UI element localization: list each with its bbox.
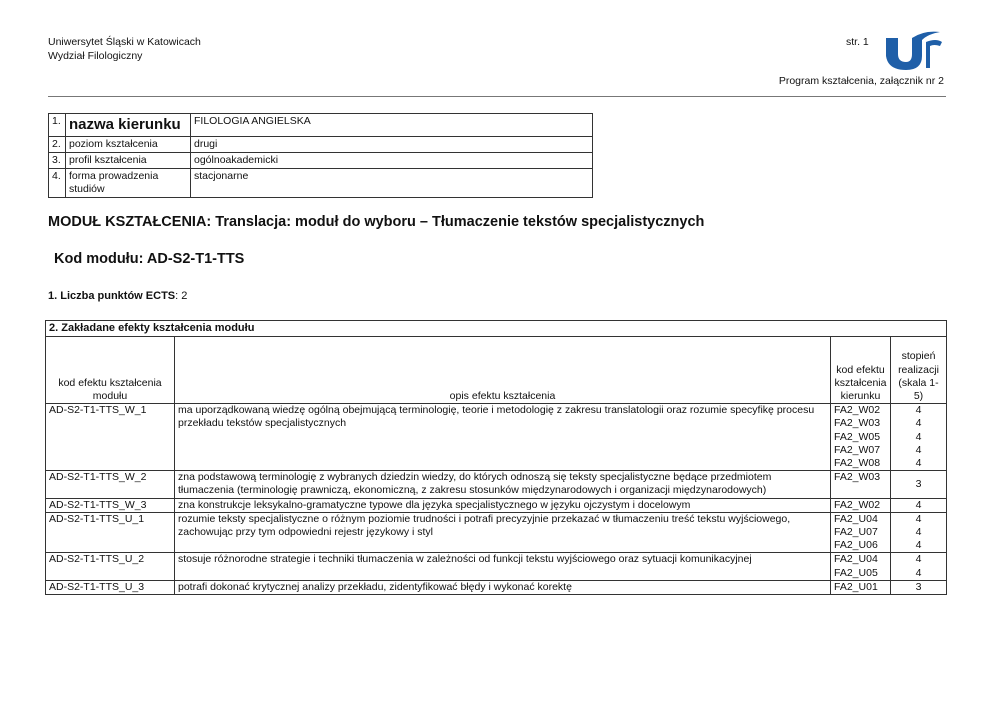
level-value: 4 [915, 566, 922, 579]
level-value: 4 [915, 512, 922, 525]
header-left [48, 35, 201, 63]
field-effect: FA2_W07 [834, 443, 881, 456]
ects-label: 1. Liczba punktów ECTS [48, 290, 176, 302]
level-value: 4 [915, 417, 922, 430]
table-row [46, 553, 947, 580]
levels [891, 553, 947, 580]
header-rule [48, 96, 946, 97]
outcome-code: AD-S2-T1-TTS_U_1 [46, 512, 175, 553]
outcome-description: zna konstrukcje leksykalno-gramatyczne typowe dla języka specjalistycznego w języku ojczystym i docelowym [175, 498, 831, 512]
field-effect: FA2_U01 [831, 580, 891, 594]
info-row [49, 153, 593, 169]
table-row [46, 498, 947, 512]
levels [891, 404, 947, 471]
column-header-row [46, 337, 947, 404]
row-number: 1. [49, 114, 66, 137]
row-value: ogólnoakademicki [191, 153, 593, 169]
level-value: 4 [915, 430, 922, 443]
row-label: nazwa kierunku [66, 114, 191, 137]
field-effect: FA2_U06 [834, 539, 878, 552]
row-value: FILOLOGIA ANGIELSKA [191, 114, 593, 137]
level-value: 4 [915, 525, 922, 538]
outcome-description: zna podstawową terminologię z wybranych dziedzin wiedzy, do których odnoszą się teksty specjalistyczne będące przedmiotem tłumaczenia (terminologię prawniczą, ekonomiczną, z zakresu stosunków międzynarodowych i organizacji międzynarodowych) [175, 471, 831, 498]
field-effect: FA2_W05 [834, 430, 881, 443]
section-header-row [46, 321, 947, 337]
info-row [49, 169, 593, 198]
outcome-code: AD-S2-T1-TTS_W_2 [46, 471, 175, 498]
field-effect: FA2_W02 [834, 404, 881, 417]
field-effect: FA2_W02 [831, 498, 891, 512]
row-label: forma prowadzenia studiów [66, 169, 191, 198]
field-effects [831, 512, 891, 553]
level-value: 4 [915, 443, 922, 456]
level-value: 3 [891, 580, 947, 594]
header-module-code: kod efektu kształcenia modułu [46, 337, 175, 404]
field-effect: FA2_W03 [834, 417, 881, 430]
row-value: drugi [191, 137, 593, 153]
row-number: 2. [49, 137, 66, 153]
outcome-description: stosuje różnorodne strategie i techniki tłumaczenia w zależności od funkcji tekstu wyjściowego oraz sytuacji komunikacyjnej [175, 553, 831, 580]
table-row [46, 512, 947, 553]
level-value: 4 [915, 553, 922, 566]
header-level: stopień realizacji (skala 1-5) [891, 337, 947, 404]
table-row [46, 404, 947, 471]
info-row [49, 114, 593, 137]
learning-outcomes-table [45, 320, 947, 595]
outcome-description: rozumie teksty specjalistyczne o różnym poziomie trudności i potrafi precyzyjnie przekazać w tłumaczeniu treść tekstu wyjściowego, zachowując przy tym odpowiedni rejestr językowy i styl [175, 512, 831, 553]
field-effect: FA2_W08 [834, 456, 881, 469]
field-effect: FA2_W03 [831, 471, 891, 498]
field-effect: FA2_U04 [834, 553, 878, 566]
header-description: opis efektu kształcenia [175, 337, 831, 404]
level-value: 3 [891, 471, 947, 498]
appendix-label: Program kształcenia, załącznik nr 2 [778, 75, 944, 87]
field-effect: FA2_U05 [834, 566, 878, 579]
row-value: stacjonarne [191, 169, 593, 198]
info-row [49, 137, 593, 153]
table-row [46, 471, 947, 498]
row-label: poziom kształcenia [66, 137, 191, 153]
outcome-description: potrafi dokonać krytycznej analizy przekładu, zidentyfikować błędy i wykonać korektę [175, 580, 831, 594]
outcome-code: AD-S2-T1-TTS_U_2 [46, 553, 175, 580]
section-title: 2. Zakładane efekty kształcenia modułu [46, 321, 947, 337]
level-value: 4 [915, 456, 922, 469]
level-value: 4 [891, 498, 947, 512]
row-label: profil kształcenia [66, 153, 191, 169]
module-code: Kod modułu: AD-S2-T1-TTS [54, 251, 245, 267]
outcome-code: AD-S2-T1-TTS_W_1 [46, 404, 175, 471]
field-effect: FA2_U04 [834, 512, 878, 525]
outcome-code: AD-S2-T1-TTS_W_3 [46, 498, 175, 512]
page-number: str. 1 [846, 36, 869, 48]
row-number: 4. [49, 169, 66, 198]
level-value: 4 [915, 539, 922, 552]
field-effects [831, 553, 891, 580]
row-number: 3. [49, 153, 66, 169]
levels [891, 512, 947, 553]
program-info-table [48, 113, 593, 198]
field-effects [831, 404, 891, 471]
ects-value: : 2 [175, 290, 188, 302]
university-name: Uniwersytet Śląski w Katowicach [48, 36, 201, 48]
outcome-description: ma uporządkowaną wiedzę ogólną obejmującą terminologię, teorie i metodologię z zakresu translatologii oraz rozumie specyfikę procesu przekładu tekstów specjalistycznych [175, 404, 831, 471]
faculty-name: Wydział Filologiczny [48, 50, 143, 62]
level-value: 4 [915, 404, 922, 417]
university-logo [882, 28, 944, 72]
module-title: MODUŁ KSZTAŁCENIA: Translacja: moduł do wyboru – Tłumaczenie tekstów specjalistycznych [48, 214, 705, 230]
outcome-code: AD-S2-T1-TTS_U_3 [46, 580, 175, 594]
table-row [46, 580, 947, 594]
header-field-code: kod efektu kształcenia kierunku [831, 337, 891, 404]
ects-line [48, 290, 187, 302]
field-effect: FA2_U07 [834, 525, 878, 538]
